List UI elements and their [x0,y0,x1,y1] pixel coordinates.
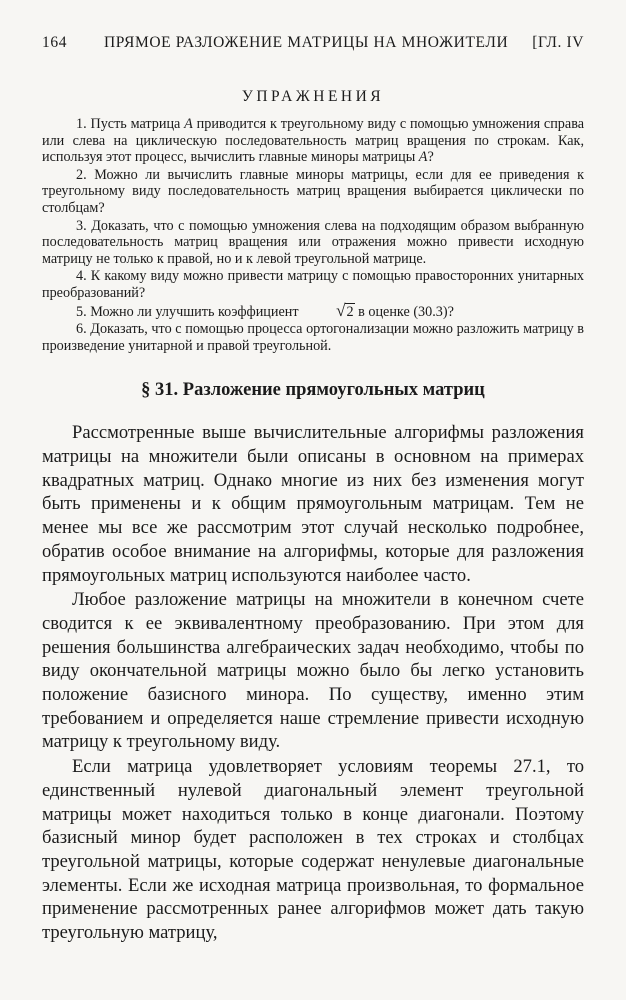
running-title: ПРЯМОЕ РАЗЛОЖЕНИЕ МАТРИЦЫ НА МНОЖИТЕЛИ [104,34,509,51]
exercise-item [42,321,584,354]
exercise-text: приводится к треугольному виду с помощью умножения справа или слева на циклическую последовательность матриц вращения по строкам. Как, используя этот процесс, вычислить главные миноры матрицы [42,116,584,166]
body-paragraph: Рассмотренные выше вычислительные алгорифмы разложения матрицы на множители были описаны в основном на примерах квадратных матриц. Однако многие из них без изменения могут быть применены и к общим прямоугольным матрицам. Тем не менее мы все же рассмотрим этот случай несколько подробнее, обратив особое внимание на алгорифмы, которые для разложения прямоугольных матриц используются наиболее часто. [42,422,584,586]
exercise-number: 5. [76,303,87,320]
exercise-item [42,268,584,301]
chapter-reference: [ГЛ. IV [532,34,584,51]
body-paragraph: Любое разложение матрицы на множители в конечном счете сводится к ее эквивалентному преобразованию. При этом для решения большинства алгебраических задач необходимо, чтобы по виду окончательной матрицы можно было бы легко установить положение базисного минора. По существу, именно этим требованием и определяется наше стремление привести исходную матрицу к треугольному виду. [42,589,584,753]
exercise-number: 2. [76,166,87,183]
matrix-variable: A [418,149,428,166]
exercise-text: в оценке (30.3)? [358,303,454,320]
exercise-number: 3. [76,217,87,234]
exercises-heading: УПРАЖНЕНИЯ [241,88,385,105]
exercise-text: Доказать, что с помощью умножения слева на подходящим образом выбранную последовательность матриц вращения или отражения можно привести исходную матрицу не только к правой, но и к левой треугольной матрице. [42,217,584,267]
exercise-item [42,167,584,217]
exercise-number: 1. [76,116,87,132]
section-number: § 31. [141,380,179,401]
matrix-variable: A [184,116,193,132]
exercise-text: Можно ли вычислить главные миноры матрицы, если для ее приведения к треугольному виду последовательность матриц вращения выбирается циклически по столбцам? [42,166,585,216]
radical-sign: √ [336,300,346,320]
exercise-item [42,218,584,268]
page-number: 164 [42,34,68,51]
exercise-text: К какому виду можно привести матрицу с помощью правосторонних унитарных преобразований? [42,268,585,301]
exercise-number: 4. [76,268,87,285]
section-title: Разложение прямоугольных матриц [182,380,485,401]
square-root-expression [302,300,354,321]
body-paragraph: Если матрица удовлетворяет условиям теоремы 27.1, то единственный нулевой диагональный элемент треугольной матрицы может находиться только в конце диагонали. Поэтому базисный минор будет расположен в тех строках и столбцах треугольной матрицы, которые содержат ненулевые диагональные элементы. Если же исходная матрица произвольная, то формальное применение рассмотренных ранее алгорифмов может дать такую треугольную матрицу, [42,756,584,944]
exercise-number: 6. [76,321,87,338]
running-head [42,34,584,60]
exercise-text: Пусть матрица [90,116,181,132]
exercise-text: ? [427,149,434,166]
exercise-item [42,300,584,321]
radicand: 2 [346,303,354,320]
exercise-text: Доказать, что с помощью процесса ортогонализации можно разложить матрицу в произведение унитарной и правой треугольной. [42,321,584,354]
section-heading [42,380,584,401]
exercise-item [42,116,584,166]
exercise-text: Можно ли улучшить коэффициент [90,303,299,320]
